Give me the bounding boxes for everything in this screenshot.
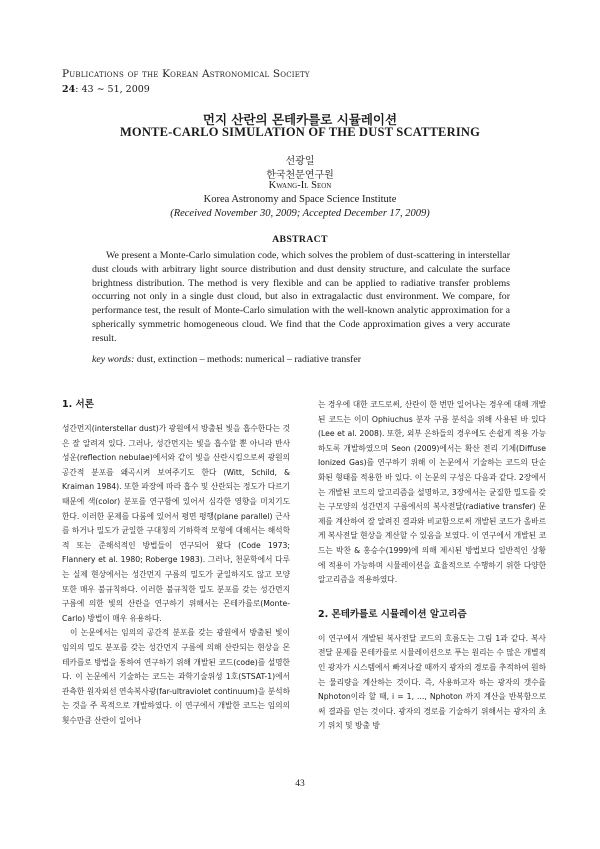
- volume-pages: : 43 ∼ 51, 2009: [75, 84, 150, 95]
- volume-number: 24: [62, 84, 76, 95]
- intro-paragraph-3: 는 경우에 대한 코드로써, 산란이 한 번만 일어나는 경우에 대해 개발된 코드는 이미 Ophiuchus 분자 구름 분석을 위해 사용된 바 있다 (Lee et al. 2008). 또한, 외부 은하들의 경우에도 손쉽게 적용 가능하도록 개발하였으며 Seon (2009)에서는 확산 전리 기체(Diffuse Ionized Gas)를 연구하기 위해 이 논문에서 기술하는 코드의 단순화된 형태를 적용한 바 있다. 이 논문의 구성은 다음과 같다. 2장에서는 개발된 코드의 알고리즘을 설명하고, 3장에서는 균질한 밀도를 갖는 구모양의 성간먼지 구름에서의 복사전달(radiative transfer) 문제를 계산하여 잘 알려진 결과와 비교함으로써 개발된 코드가 올바르게 복사전달 현상을 계산할 수 있음을 보였다. 이 연구에서 개발된 코드는 박찬 & 홍승수(1999)에 의해 제시된 방법보다 일반적인 상황에 적용이 가능하며 시뮬레이션을 효율적으로 수행하기 위한 다양한 알고리즘을 적용하였다.: [318, 400, 546, 585]
- section-1-heading: 1. 서론: [62, 399, 94, 410]
- journal-name: Publications of the Korean Astronomical Society: [62, 68, 310, 80]
- title-english: MONTE-CARLO SIMULATION OF THE DUST SCATTERING: [119, 125, 481, 139]
- left-column: [62, 398, 290, 728]
- affiliation-english: Korea Astronomy and Space Science Institute: [203, 194, 397, 205]
- abstract-text: We present a Monte-Carlo simulation code, which solves the problem of dust-scattering in interstellar dust clouds with arbitrary light source distribution and dust density structure, and calculate the surface brightness distribution. The method is very flexible and can be applied to radiative transfer problems occurring not only in a single dust cloud, but also in extragalactic dust environment. We compare, for performance test, the result of Monte-Carlo simulation with the well-known analytic approximation for a spherically symmetric homogeneous cloud. We find that the Code approximation gives a very accurate result.: [92, 250, 510, 344]
- keywords-text: dust, extinction – methods: numerical – radiative transfer: [136, 354, 361, 365]
- page-number: 43: [295, 779, 305, 789]
- author-name-english: Kwang-Il Seon: [268, 180, 332, 191]
- journal-volume: [62, 84, 150, 95]
- intro-paragraph-1: 성간먼지(interstellar dust)가 광원에서 방출된 빛을 흡수한다는 것은 잘 알려져 있다. 그러나, 성간먼지는 빛을 흡수할 뿐 아니라 반사 성운(reflection nebulae)에서와 같이 빛을 산란시킴으로써 광원의 공간적 분포를 왜곡시켜 보여주기도 한다 (Witt, Schild, & Kraiman 1984). 또한 파장에 따라 흡수 및 산란되는 정도가 다르기 때문에 색(color) 분포를 연구함에 있어서 심각한 영향을 미치기도 한다. 이러한 문제를 다룸에 있어서 평면 평행(plane parallel) 근사를 하거나 밀도가 균일한 구대칭의 기하학적 모형에 대해서는 해석학적 또는 준해석적인 방법들이 연구되어 왔다 (Code 1973; Flannery et al. 1980; Roberge 1983). 그러나, 천문학에서 다루는 실제 현상에서는 성간먼지 구름의 밀도가 균일하지도 않고 모양 또한 매우 불규칙하다. 이러한 불규칙한 밀도 분포를 갖는 성간먼지 구름에 의한 빛의 산란을 연구하기 위해서는 몬테카를로(Monte-Carlo) 방법이 매우 유용하다.: [62, 424, 290, 623]
- received-date: (Received November 30, 2009; Accepted December 17, 2009): [170, 208, 430, 219]
- section-2-heading: 2. 몬테카를로 시뮬레이션 알고리즘: [318, 608, 467, 620]
- abstract-heading: ABSTRACT: [272, 234, 328, 245]
- keywords-label: key words:: [92, 354, 135, 365]
- intro-paragraph-2: 이 논문에서는 임의의 공간적 분포를 갖는 광원에서 방출된 빛이 임의의 밀도 분포를 갖는 성간먼지 구름에 의해 산란되는 현상을 몬테카를로 방법을 통하여 연구하기 위해 개발된 코드(code)를 설명한다. 이 논문에서 기술하는 코드는 과학기술위성 1호(STSAT-1)에서 관측한 원자외선 연속복사광(far-ultraviolet continuum)을 분석하는 것을 주 목적으로 개발하였다. 이 연구에서 개발한 코드는 임의의 횟수만큼 산란이 일어나: [62, 628, 290, 725]
- algorithm-paragraph-1: 이 연구에서 개발된 복사전달 코드의 흐름도는 그림 1과 같다. 복사전달 문제를 몬테카를로 시뮬레이션으로 푸는 원리는 수 많은 개별적인 광자가 시스템에서 빠져나갈 때까지 광자의 경로를 추적하여 원하는 물리량을 계산하는 것이다. 즉, 사용하고자 하는 광자의 갯수를 Nphoton이라 할 때, i = 1, ..., Nphoton 까지 계산을 반복함으로써 결과를 얻는 것이다. 광자의 경로를 기술하기 위해서는 광자의 초기 위치 및 방출 방: [318, 633, 546, 731]
- title-korean: 먼지 산란의 몬테카를로 시뮬레이션: [202, 112, 398, 127]
- section-gap: [318, 588, 546, 608]
- author-name-korean: 선광일: [285, 156, 315, 167]
- affiliation-korean: 한국천문연구원: [266, 170, 334, 181]
- right-column: [318, 398, 546, 734]
- keywords: [92, 354, 510, 365]
